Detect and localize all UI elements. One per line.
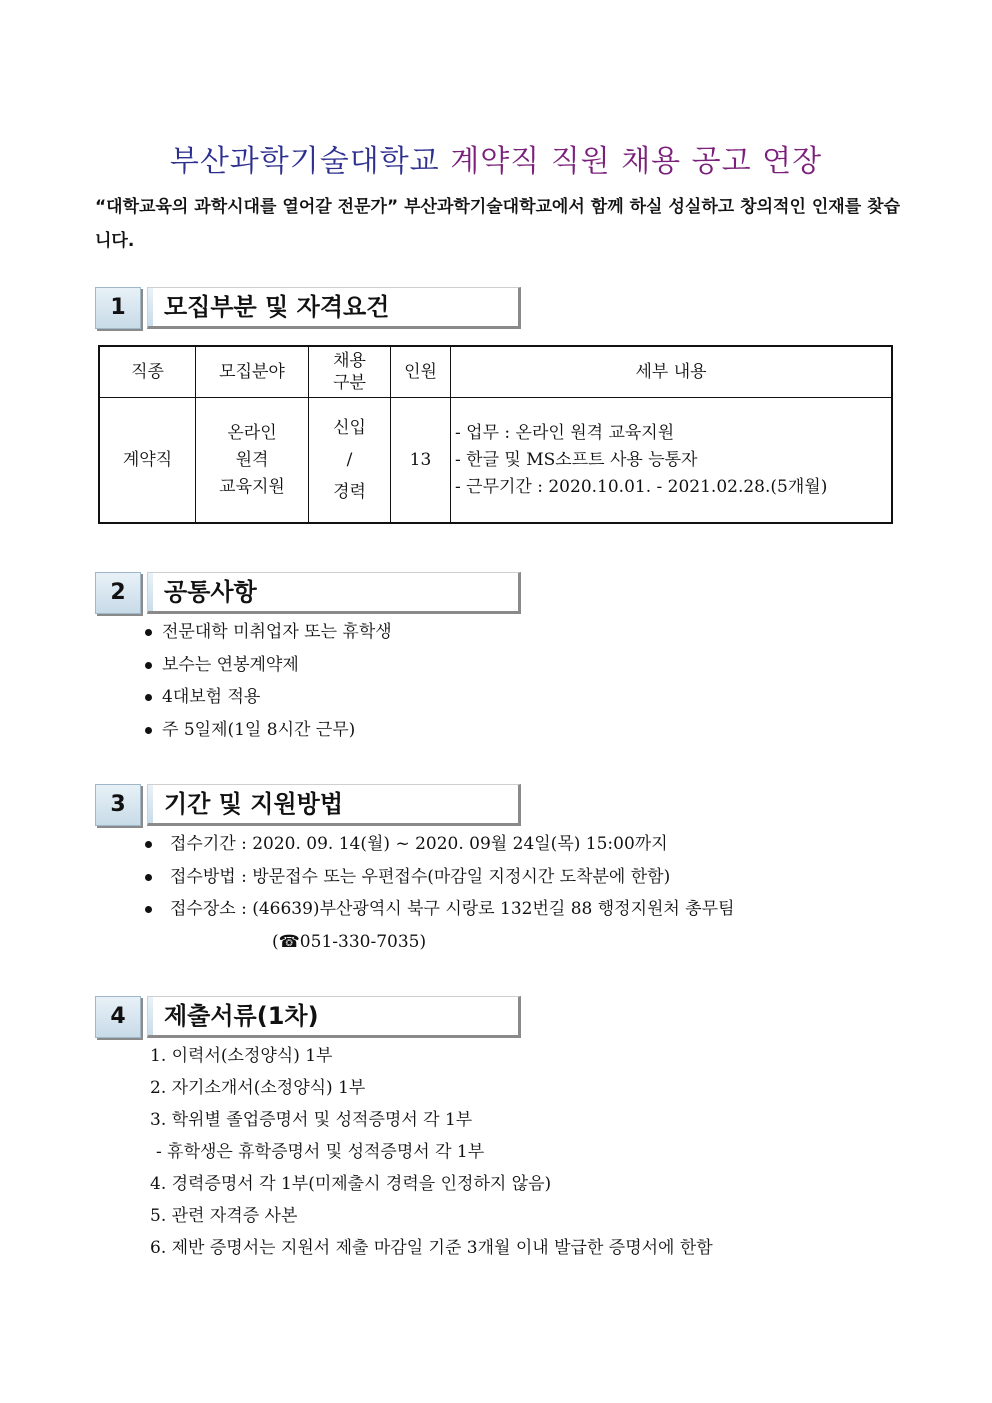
list-item: 6. 제반 증명서는 지원서 제출 마감일 기준 3개월 이내 발급한 증명서에 한함 xyxy=(150,1238,713,1258)
list-item: 4대보험 적용 xyxy=(145,681,392,714)
section-number: 4 xyxy=(95,996,141,1038)
list-item: 3. 학위별 졸업증명서 및 성적증명서 각 1부 xyxy=(150,1110,473,1130)
title-university: 부산과학기술대학교 xyxy=(169,144,440,179)
cell-field: 온라인 원격 교육지원 xyxy=(196,398,309,524)
cell-details: - 업무 : 온라인 원격 교육지원 - 한글 및 MS소프트 사용 능통자 - 근무기간 : 2020.10.01. - 2021.02.28.(5개월) xyxy=(451,398,893,524)
list-item: 4. 경력증명서 각 1부(미제출시 경력을 인정하지 않음) xyxy=(150,1174,552,1194)
period-list xyxy=(145,828,735,958)
section-number: 1 xyxy=(95,287,141,329)
header-job-type: 직종 xyxy=(99,346,196,398)
header-details: 세부 내용 xyxy=(451,346,893,398)
table-row xyxy=(99,398,892,524)
intro-paragraph: “대학교육의 과학시대를 열어갈 전문가” 부산과학기술대학교에서 함께 하실 성실하고 창의적인 인재를 찾습니다. xyxy=(95,197,900,251)
list-item: - 휴학생은 휴학증명서 및 성적증명서 각 1부 xyxy=(156,1142,485,1162)
documents-list xyxy=(150,1040,713,1264)
bullet-icon xyxy=(145,694,152,701)
section-title: 모집부분 및 자격요건 xyxy=(164,293,390,321)
cell-hire-type: 신입 / 경력 xyxy=(309,398,391,524)
list-item: 주 5일제(1일 8시간 근무) xyxy=(145,714,392,747)
bullet-icon xyxy=(145,874,152,881)
section-number: 2 xyxy=(95,572,141,614)
section-title: 공통사항 xyxy=(164,578,257,606)
header-hire-type: 채용 구분 xyxy=(309,346,391,398)
bullet-icon xyxy=(145,662,152,669)
phone-number: (☎051-330-7035) xyxy=(272,931,427,952)
section-title: 제출서류(1차) xyxy=(164,1002,319,1030)
list-item: 접수기간 : 2020. 09. 14(월) ~ 2020. 09월 24일(목) 15:00까지 xyxy=(145,828,735,861)
page-title xyxy=(0,136,992,180)
title-notice: 계약직 직원 채용 공고 연장 xyxy=(450,144,823,179)
bullet-icon xyxy=(145,906,152,913)
list-item: 접수장소 : (46639)부산광역시 북구 시랑로 132번길 88 행정지원처 총무팀 xyxy=(145,893,735,926)
list-item: 5. 관련 자격증 사본 xyxy=(150,1206,298,1226)
cell-job-type: 계약직 xyxy=(99,398,196,524)
common-list xyxy=(145,616,392,746)
recruitment-table xyxy=(98,345,893,524)
list-item: 전문대학 미취업자 또는 휴학생 xyxy=(145,616,392,649)
bullet-icon xyxy=(145,629,152,636)
list-item: 접수방법 : 방문접수 또는 우편접수(마감일 지정시간 도착분에 한함) xyxy=(145,861,735,894)
cell-count: 13 xyxy=(391,398,451,524)
table-header-row xyxy=(99,346,892,398)
list-item xyxy=(145,926,735,959)
header-count: 인원 xyxy=(391,346,451,398)
section-title: 기간 및 지원방법 xyxy=(164,790,343,818)
header-field: 모집분야 xyxy=(196,346,309,398)
section-number: 3 xyxy=(95,784,141,826)
bullet-icon xyxy=(145,727,152,734)
bullet-icon xyxy=(145,841,152,848)
list-item: 2. 자기소개서(소정양식) 1부 xyxy=(150,1078,366,1098)
list-item: 보수는 연봉계약제 xyxy=(145,649,392,682)
list-item: 1. 이력서(소정양식) 1부 xyxy=(150,1046,333,1066)
